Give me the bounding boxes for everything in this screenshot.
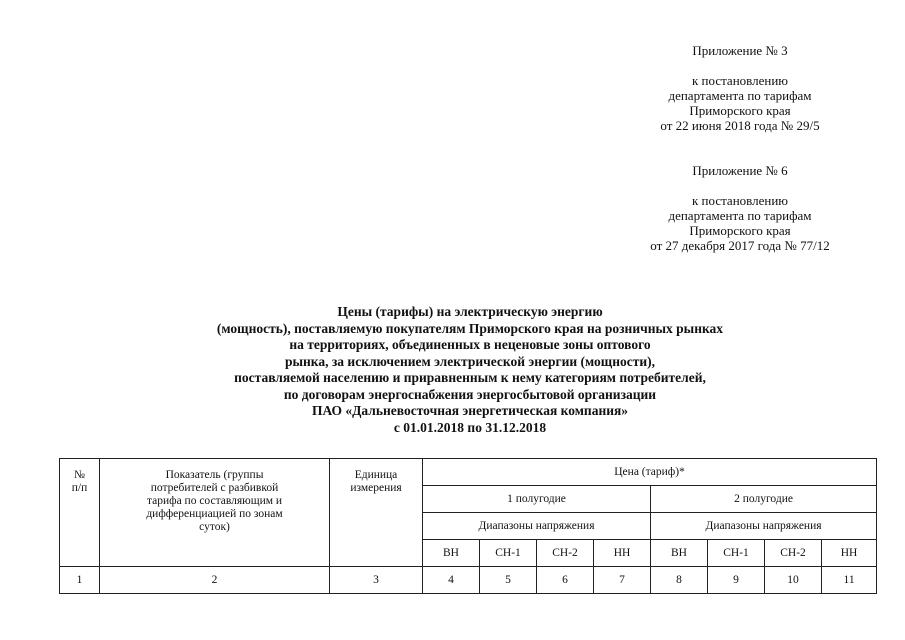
header-indicator: Показатель (группы потребителей с разбивкой тарифа по составляющим и дифференциацией по зонам суток) bbox=[100, 459, 330, 567]
document-title bbox=[150, 304, 790, 436]
header-half2: 2 полугодие bbox=[651, 486, 877, 513]
voltage-level: ВН bbox=[651, 540, 708, 567]
appendix-line: к постановлению bbox=[691, 193, 789, 208]
voltage-level: СН-2 bbox=[765, 540, 822, 567]
voltage-level: ВН bbox=[423, 540, 480, 567]
voltage-level: НН bbox=[594, 540, 651, 567]
appendix-line: департамента по тарифам bbox=[668, 88, 812, 103]
appendix-line: Приморского края bbox=[689, 223, 791, 238]
header-voltage-range-1: Диапазоны напряжения bbox=[423, 513, 651, 540]
column-number: 8 bbox=[651, 567, 708, 594]
column-number: 1 bbox=[60, 567, 100, 594]
appendix-6-header bbox=[640, 163, 840, 253]
header-row-number: № п/п bbox=[60, 459, 100, 567]
appendix-line: от 22 июня 2018 года № 29/5 bbox=[660, 118, 820, 133]
voltage-level: СН-1 bbox=[480, 540, 537, 567]
voltage-level: СН-1 bbox=[708, 540, 765, 567]
title-line: по договорам энергоснабжения энергосбытовой организации bbox=[283, 386, 657, 402]
appendix-line: от 27 декабря 2017 года № 77/12 bbox=[650, 238, 830, 253]
appendix-title: Приложение № 6 bbox=[692, 163, 788, 178]
appendix-title: Приложение № 3 bbox=[692, 43, 788, 58]
column-number: 6 bbox=[537, 567, 594, 594]
column-number: 9 bbox=[708, 567, 765, 594]
column-number: 4 bbox=[423, 567, 480, 594]
appendix-line: департамента по тарифам bbox=[668, 208, 812, 223]
voltage-level: СН-2 bbox=[537, 540, 594, 567]
appendix-3-header bbox=[640, 43, 840, 133]
column-number: 10 bbox=[765, 567, 822, 594]
voltage-level: НН bbox=[822, 540, 877, 567]
tariff-table bbox=[59, 458, 877, 594]
column-number: 5 bbox=[480, 567, 537, 594]
title-line: Цены (тарифы) на электрическую энергию bbox=[337, 304, 603, 319]
column-number: 7 bbox=[594, 567, 651, 594]
title-line: поставляемой населению и приравненным к нему категориям потребителей, bbox=[234, 370, 706, 385]
appendix-line: Приморского края bbox=[689, 103, 791, 118]
column-number-row bbox=[60, 567, 877, 594]
title-line: ПАО «Дальневосточная энергетическая компания» bbox=[311, 403, 629, 418]
column-number: 11 bbox=[822, 567, 877, 594]
title-line: рынка, за исключением электрической энергии (мощности), bbox=[284, 353, 656, 369]
column-number: 2 bbox=[100, 567, 330, 594]
header-unit: Единица измерения bbox=[330, 459, 423, 567]
header-voltage-range-2: Диапазоны напряжения bbox=[651, 513, 877, 540]
appendix-line: к постановлению bbox=[691, 73, 789, 88]
title-line: на территориях, объединенных в неценовые зоны оптового bbox=[289, 337, 651, 352]
column-number: 3 bbox=[330, 567, 423, 594]
title-line: (мощность), поставляемую покупателям Приморского края на розничных рынках bbox=[216, 320, 724, 336]
title-line: с 01.01.2018 по 31.12.2018 bbox=[393, 419, 547, 435]
header-price: Цена (тариф)* bbox=[423, 459, 877, 486]
header-half1: 1 полугодие bbox=[423, 486, 651, 513]
